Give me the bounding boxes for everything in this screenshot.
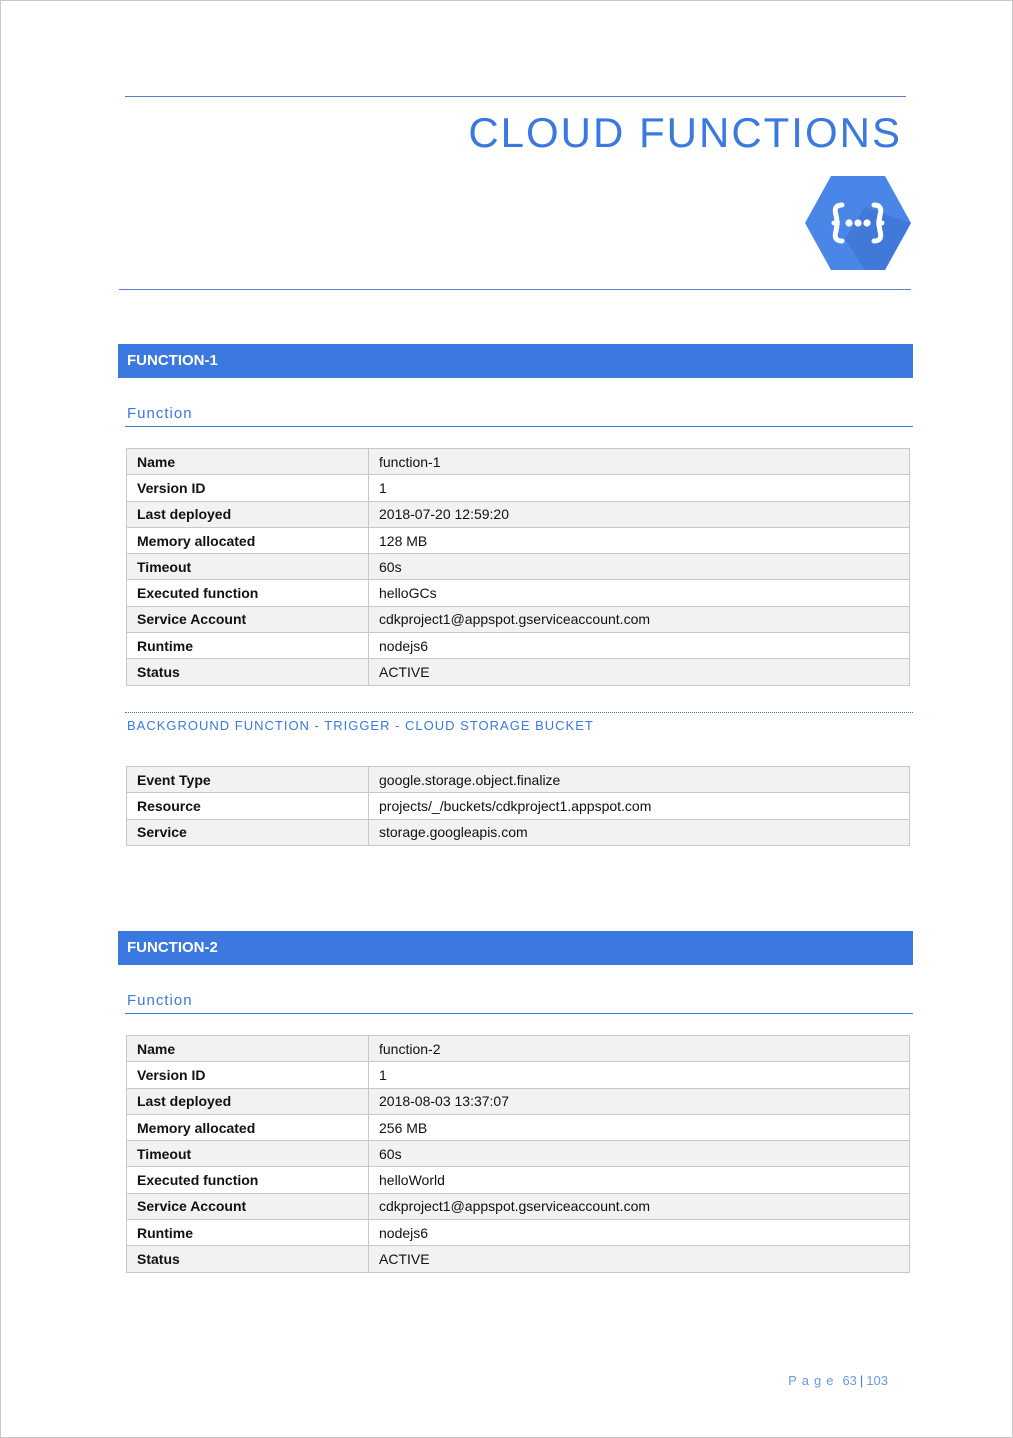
table-row xyxy=(127,527,910,553)
table-row xyxy=(127,475,910,501)
function-2-details-table xyxy=(126,1035,910,1273)
row-value: ACTIVE xyxy=(369,659,910,685)
row-key: Version ID xyxy=(127,475,369,501)
table-row xyxy=(127,1246,910,1272)
table-row xyxy=(127,767,910,793)
row-value: function-1 xyxy=(369,449,910,475)
row-value: function-2 xyxy=(369,1036,910,1062)
row-key: Resource xyxy=(127,793,369,819)
row-value: ACTIVE xyxy=(369,1246,910,1272)
table-row xyxy=(127,554,910,580)
table-row xyxy=(127,1036,910,1062)
header-bottom-rule xyxy=(119,289,911,290)
cloud-functions-hexagon-icon xyxy=(805,175,911,271)
row-key: Timeout xyxy=(127,1141,369,1167)
table-row xyxy=(127,1088,910,1114)
row-value: 60s xyxy=(369,1141,910,1167)
row-value: 2018-07-20 12:59:20 xyxy=(369,501,910,527)
row-key: Memory allocated xyxy=(127,1114,369,1140)
table-row xyxy=(127,606,910,632)
footer-separator: | xyxy=(859,1373,864,1388)
row-key: Executed function xyxy=(127,580,369,606)
table-row xyxy=(127,659,910,685)
footer-page-word: Page xyxy=(788,1373,839,1388)
table-row xyxy=(127,1141,910,1167)
row-key: Runtime xyxy=(127,633,369,659)
row-key: Memory allocated xyxy=(127,527,369,553)
row-key: Last deployed xyxy=(127,1088,369,1114)
function-1-trigger-table xyxy=(126,766,910,846)
row-value: nodejs6 xyxy=(369,1220,910,1246)
row-value: helloWorld xyxy=(369,1167,910,1193)
table-row xyxy=(127,1193,910,1219)
row-value: projects/_/buckets/cdkproject1.appspot.com xyxy=(369,793,910,819)
table-row xyxy=(127,1220,910,1246)
row-key: Service Account xyxy=(127,606,369,632)
row-value: helloGCs xyxy=(369,580,910,606)
row-value: 1 xyxy=(369,1062,910,1088)
row-key: Status xyxy=(127,1246,369,1272)
page-footer xyxy=(788,1373,888,1388)
table-row xyxy=(127,449,910,475)
row-value: 1 xyxy=(369,475,910,501)
table-row xyxy=(127,1114,910,1140)
row-key: Name xyxy=(127,1036,369,1062)
row-key: Service Account xyxy=(127,1193,369,1219)
function-1-subheading: Function xyxy=(125,405,913,427)
row-key: Status xyxy=(127,659,369,685)
function-2-section-header: FUNCTION-2 xyxy=(118,931,913,965)
row-value: 60s xyxy=(369,554,910,580)
row-value: 256 MB xyxy=(369,1114,910,1140)
row-key: Last deployed xyxy=(127,501,369,527)
row-key: Name xyxy=(127,449,369,475)
footer-page-number: 63 xyxy=(842,1373,857,1388)
row-key: Version ID xyxy=(127,1062,369,1088)
table-row xyxy=(127,1167,910,1193)
row-value: 128 MB xyxy=(369,527,910,553)
table-row xyxy=(127,580,910,606)
row-key: Service xyxy=(127,819,369,845)
table-row xyxy=(127,501,910,527)
header-top-rule xyxy=(125,96,906,97)
footer-total-pages: 103 xyxy=(866,1373,888,1388)
row-key: Executed function xyxy=(127,1167,369,1193)
function-1-trigger-heading: BACKGROUND FUNCTION - TRIGGER - CLOUD STORAGE BUCKET xyxy=(125,712,913,733)
row-value: storage.googleapis.com xyxy=(369,819,910,845)
row-key: Timeout xyxy=(127,554,369,580)
table-row xyxy=(127,1062,910,1088)
function-1-details-table xyxy=(126,448,910,686)
table-row xyxy=(127,819,910,845)
table-row xyxy=(127,633,910,659)
row-key: Runtime xyxy=(127,1220,369,1246)
function-2-subheading: Function xyxy=(125,992,913,1014)
row-value: 2018-08-03 13:37:07 xyxy=(369,1088,910,1114)
row-value: nodejs6 xyxy=(369,633,910,659)
row-key: Event Type xyxy=(127,767,369,793)
table-row xyxy=(127,793,910,819)
row-value: cdkproject1@appspot.gserviceaccount.com xyxy=(369,606,910,632)
function-1-section-header: FUNCTION-1 xyxy=(118,344,913,378)
page-title: CLOUD FUNCTIONS xyxy=(468,109,902,156)
row-value: google.storage.object.finalize xyxy=(369,767,910,793)
row-value: cdkproject1@appspot.gserviceaccount.com xyxy=(369,1193,910,1219)
